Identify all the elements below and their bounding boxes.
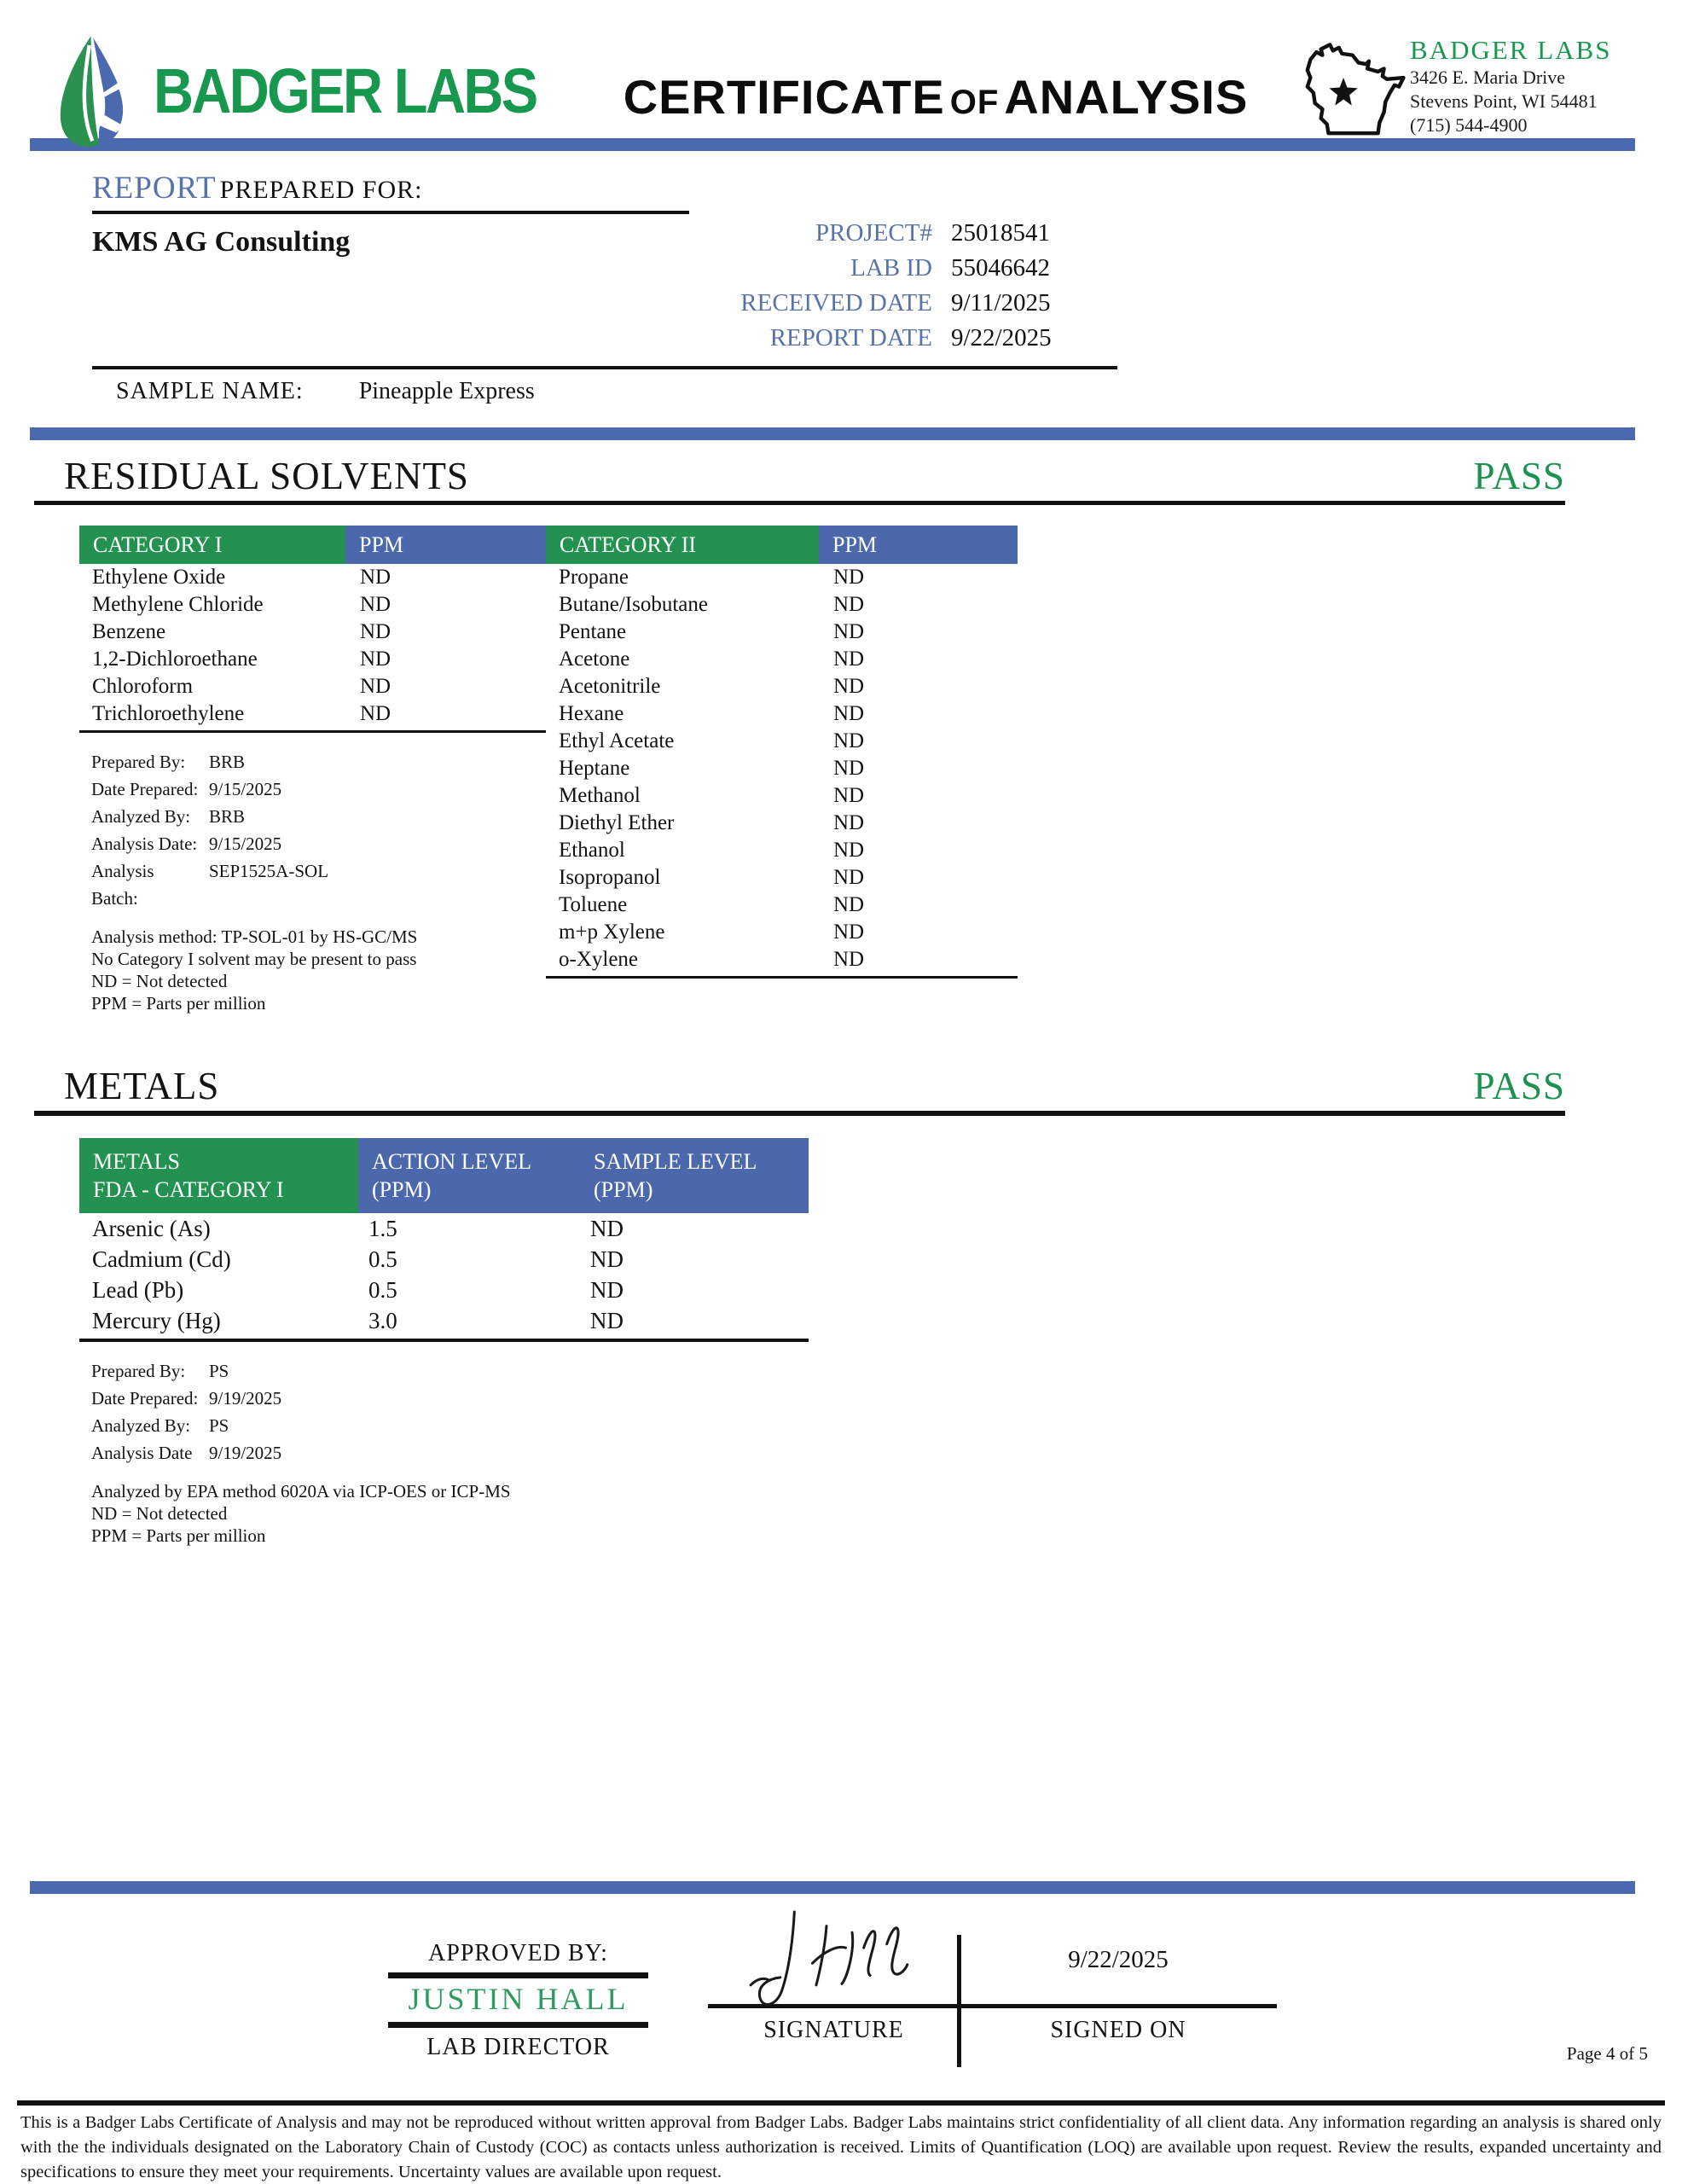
note-label: Prepared By:: [91, 752, 186, 772]
page-number: Page 4 of 5: [1566, 2043, 1648, 2064]
section-title: METALS: [64, 1065, 220, 1107]
solvent-name: o-Xylene: [559, 948, 639, 971]
solvent-ppm: ND: [833, 566, 865, 589]
solvent-ppm: ND: [833, 729, 865, 752]
note-row: [91, 748, 546, 775]
solvent-name: Acetonitrile: [559, 675, 661, 698]
note-value: PS: [209, 1361, 229, 1381]
metal-name: Mercury (Hg): [92, 1307, 221, 1333]
report-info-bottom-rule: [92, 366, 1117, 369]
note-value: BRB: [209, 752, 246, 772]
solvent-name: Methanol: [559, 784, 641, 807]
metals-notes: [91, 1357, 809, 1467]
signature-label: SIGNATURE: [763, 2017, 904, 2043]
section-title: RESIDUAL SOLVENTS: [64, 455, 469, 497]
solvent-ppm: ND: [833, 893, 865, 916]
column-header-sample-level: [580, 1138, 809, 1213]
lab-address-line2: Stevens Point, WI 54481: [1410, 90, 1598, 112]
solvent-row: [79, 646, 546, 673]
solvent-name: m+p Xylene: [559, 921, 665, 944]
wisconsin-map-icon: [1294, 30, 1406, 151]
solvents-tables: [79, 526, 1682, 1014]
report-fields: [606, 219, 1117, 359]
metal-action-level: 0.5: [368, 1246, 397, 1272]
header-line: (PPM): [594, 1177, 653, 1202]
metal-sample-level: ND: [590, 1215, 624, 1241]
disclaimer-text: This is a Badger Labs Certificate of Analysis and may not be reproduced without written approval from Badger Labs. Badger Labs maintains strict confidentiality of all client data. Any information regarding an analysis is shared only with the the individuals designated on the Laboratory Chain of Custody (COC) as contacts unless authorization is received. Limits of Quantification (LOQ) are available upon request. Review the results, expanded uncertainty and specifications to ensure they meet your requirements. Uncertainty values are available upon request.: [20, 2113, 1662, 2181]
note-label: Date Prepared:: [91, 1388, 199, 1409]
solvent-ppm: ND: [833, 675, 865, 698]
metals-footnotes: [91, 1480, 809, 1547]
solvent-name: Diethyl Ether: [559, 811, 675, 834]
solvent-name: Acetone: [559, 648, 630, 671]
solvent-row: [546, 755, 1018, 782]
field-row-lab-id: [606, 254, 1117, 289]
section-rule: [34, 501, 1565, 505]
footer-rule: [17, 2100, 1665, 2106]
solvent-row: [79, 700, 546, 728]
footnote: PPM = Parts per million: [91, 993, 266, 1014]
title-part-of: OF: [949, 83, 1000, 121]
metal-action-level: 1.5: [368, 1215, 397, 1241]
signature-area: [708, 1916, 960, 2008]
lab-name: BADGER LABS: [1410, 35, 1612, 65]
vertical-divider: [957, 1935, 961, 2067]
solvent-ppm: ND: [833, 620, 865, 643]
solvent-name: Methylene Chloride: [92, 593, 264, 616]
field-row-project: [606, 219, 1117, 254]
solvent-name: Ethylene Oxide: [92, 566, 226, 589]
solvent-ppm: ND: [360, 566, 392, 589]
solvent-name: Butane/Isobutane: [559, 593, 708, 616]
solvent-ppm: ND: [833, 866, 865, 889]
report-info-section: [92, 170, 1682, 405]
rule: [388, 2022, 648, 2028]
divider-bar-solvents: [30, 427, 1635, 440]
solvent-row: [546, 700, 1018, 728]
solvent-name: Toluene: [559, 893, 628, 916]
solvent-row: [546, 591, 1018, 619]
note-row: [91, 803, 546, 830]
status-badge: PASS: [1473, 455, 1565, 497]
solvent-ppm: ND: [833, 839, 865, 862]
lab-phone: (715) 544-4900: [1410, 114, 1528, 136]
table-rule: [546, 976, 1018, 979]
column-header: PPM: [345, 526, 546, 564]
metal-row: [79, 1213, 809, 1244]
solvent-row: [546, 946, 1018, 973]
field-label: LAB ID: [850, 254, 932, 282]
signed-on-block: [960, 1916, 1277, 2061]
metal-sample-level: ND: [590, 1246, 624, 1272]
metals-heading-row: [64, 1064, 1565, 1108]
category2-table: [546, 526, 1018, 1014]
title-part: CERTIFICATE: [623, 69, 945, 124]
solvent-row: [79, 619, 546, 646]
solvent-name: Benzene: [92, 620, 166, 643]
field-value: 9/22/2025: [951, 324, 1052, 351]
footnote: PPM = Parts per million: [91, 1525, 266, 1546]
header-line: FDA - CATEGORY I: [93, 1177, 284, 1202]
note-value: 9/15/2025: [209, 834, 282, 854]
solvent-row: [546, 619, 1018, 646]
solvent-ppm: ND: [833, 757, 865, 780]
solvent-ppm: ND: [833, 921, 865, 944]
signed-date: 9/22/2025: [960, 1916, 1277, 2008]
solvent-name: Ethanol: [559, 839, 625, 862]
note-value: PS: [209, 1415, 229, 1436]
metal-action-level: 3.0: [368, 1307, 397, 1333]
title-part: ANALYSIS: [1004, 69, 1249, 124]
solvents-footnotes: [91, 926, 546, 1014]
column-header-metals: [79, 1138, 358, 1213]
leaf-logo-icon: [44, 32, 145, 149]
solvent-ppm: ND: [360, 675, 392, 698]
note-row: [91, 1385, 809, 1412]
metal-row: [79, 1275, 809, 1305]
solvent-ppm: ND: [833, 702, 865, 725]
lab-address-line1: 3426 E. Maria Drive: [1410, 67, 1566, 88]
note-row: [91, 1357, 809, 1385]
header: [0, 0, 1682, 138]
metal-row: [79, 1305, 809, 1336]
metal-sample-level: ND: [590, 1276, 624, 1303]
metals-section: [0, 1064, 1682, 1547]
metal-action-level: 0.5: [368, 1276, 397, 1303]
note-row: [91, 1412, 809, 1439]
solvent-ppm: ND: [833, 948, 865, 971]
column-header: PPM: [819, 526, 1018, 564]
solvent-row: [546, 673, 1018, 700]
solvent-row: [79, 673, 546, 700]
solvents-notes: [91, 748, 546, 912]
footnote: ND = Not detected: [91, 1503, 228, 1524]
solvent-name: 1,2-Dichloroethane: [92, 648, 258, 671]
signature-icon: [728, 1907, 941, 2016]
metal-name: Cadmium (Cd): [92, 1246, 231, 1272]
note-value: 9/19/2025: [209, 1443, 282, 1463]
solvent-row: [79, 564, 546, 591]
solvent-ppm: ND: [833, 784, 865, 807]
signature-block: [708, 1916, 960, 2061]
solvent-row: [546, 728, 1018, 755]
column-header: CATEGORY I: [79, 526, 345, 564]
field-value: 9/11/2025: [951, 289, 1051, 317]
solvent-ppm: ND: [360, 648, 392, 671]
note-label: Analyzed By:: [91, 1415, 191, 1436]
footnote: ND = Not detected: [91, 971, 228, 991]
field-label: PROJECT#: [815, 219, 932, 247]
note-row: [91, 1439, 809, 1467]
lab-contact-block: [1294, 30, 1656, 151]
section-rule: [34, 1111, 1565, 1116]
rule: [388, 1972, 648, 1978]
footer: [0, 1881, 1682, 2184]
approver-name: JUSTIN HALL: [408, 1982, 629, 2016]
residual-solvents-section: [0, 454, 1682, 1014]
header-line: (PPM): [372, 1177, 432, 1202]
metal-name: Arsenic (As): [92, 1215, 211, 1241]
solvent-ppm: ND: [833, 648, 865, 671]
solvent-name: Heptane: [559, 757, 630, 780]
solvents-heading-row: [64, 454, 1565, 498]
approver-title: LAB DIRECTOR: [426, 2034, 610, 2060]
solvent-name: Hexane: [559, 702, 624, 725]
note-label: Prepared By:: [91, 1361, 186, 1381]
solvent-ppm: ND: [833, 593, 865, 616]
logo-text: BADGER LABS: [154, 55, 536, 126]
solvent-row: [79, 591, 546, 619]
category1-table: [79, 526, 546, 1014]
note-value: 9/19/2025: [209, 1388, 282, 1409]
column-header: CATEGORY II: [546, 526, 819, 564]
field-value: 55046642: [951, 254, 1050, 282]
sample-name-label: SAMPLE NAME:: [116, 378, 304, 404]
report-info-body: [92, 214, 1117, 359]
field-row-received-date: [606, 289, 1117, 324]
category1-header: [79, 526, 546, 564]
report-label: REPORT: [92, 171, 217, 206]
note-value: 9/15/2025: [209, 779, 282, 799]
footnote: No Category I solvent may be present to pass: [91, 949, 417, 969]
approver-block: [388, 1916, 648, 2061]
solvent-ppm: ND: [360, 620, 392, 643]
status-badge: PASS: [1473, 1065, 1565, 1107]
field-value: 25018541: [951, 219, 1050, 247]
solvent-name: Ethyl Acetate: [559, 729, 675, 752]
lab-info: [1410, 30, 1611, 137]
footnote: Analyzed by EPA method 6020A via ICP-OES or ICP-MS: [91, 1481, 511, 1502]
divider-bar-footer: [30, 1881, 1635, 1894]
column-header-action-level: [358, 1138, 580, 1213]
note-label: Analysis Date:: [91, 834, 198, 854]
solvent-row: [546, 782, 1018, 810]
signed-on-label: SIGNED ON: [1050, 2017, 1186, 2043]
approval-block: [0, 1916, 1682, 2061]
note-label: Analyzed By:: [91, 806, 191, 827]
note-value: BRB: [209, 806, 246, 827]
note-row: [91, 775, 546, 803]
metal-row: [79, 1244, 809, 1275]
metal-sample-level: ND: [590, 1307, 624, 1333]
note-row: [91, 830, 546, 857]
metals-table: [79, 1138, 809, 1547]
solvent-row: [546, 810, 1018, 837]
solvent-row: [546, 837, 1018, 864]
solvent-ppm: ND: [833, 811, 865, 834]
solvent-row: [546, 864, 1018, 892]
metals-table-header: [79, 1138, 809, 1213]
sample-name-row: [116, 378, 1682, 405]
footnote: Analysis method: TP-SOL-01 by HS-GC/MS: [91, 926, 418, 947]
field-row-report-date: [606, 324, 1117, 359]
category2-header: [546, 526, 1018, 564]
document-title: [577, 57, 1294, 125]
field-label: RECEIVED DATE: [740, 289, 932, 317]
solvent-name: Pentane: [559, 620, 627, 643]
solvent-row: [546, 646, 1018, 673]
brand-logo: [44, 32, 577, 149]
solvent-row: [546, 892, 1018, 919]
note-value: SEP1525A-SOL: [209, 861, 329, 881]
note-label: Analysis Date: [91, 1443, 193, 1463]
solvent-ppm: ND: [360, 702, 392, 725]
table-rule: [79, 1339, 809, 1342]
report-prepared-for-heading: [92, 170, 1682, 206]
note-label: Analysis Batch:: [91, 861, 154, 909]
client-name: KMS AG Consulting: [92, 226, 351, 258]
prepared-for-label: PREPARED FOR:: [219, 176, 423, 204]
note-row: [91, 857, 546, 912]
metal-name: Lead (Pb): [92, 1276, 184, 1303]
note-label: Date Prepared:: [91, 779, 199, 799]
solvent-name: Propane: [559, 566, 629, 589]
field-label: REPORT DATE: [769, 324, 932, 351]
solvent-name: Isopropanol: [559, 866, 661, 889]
solvent-name: Chloroform: [92, 675, 194, 698]
header-line: ACTION LEVEL: [372, 1149, 532, 1174]
header-line: METALS: [93, 1149, 180, 1174]
solvent-name: Trichloroethylene: [92, 702, 245, 725]
header-line: SAMPLE LEVEL: [594, 1149, 757, 1174]
solvent-row: [546, 564, 1018, 591]
table-rule: [79, 730, 546, 733]
sample-name-value: Pineapple Express: [358, 378, 535, 404]
approved-by-label: APPROVED BY:: [428, 1940, 608, 1966]
solvent-row: [546, 919, 1018, 946]
solvent-ppm: ND: [360, 593, 392, 616]
